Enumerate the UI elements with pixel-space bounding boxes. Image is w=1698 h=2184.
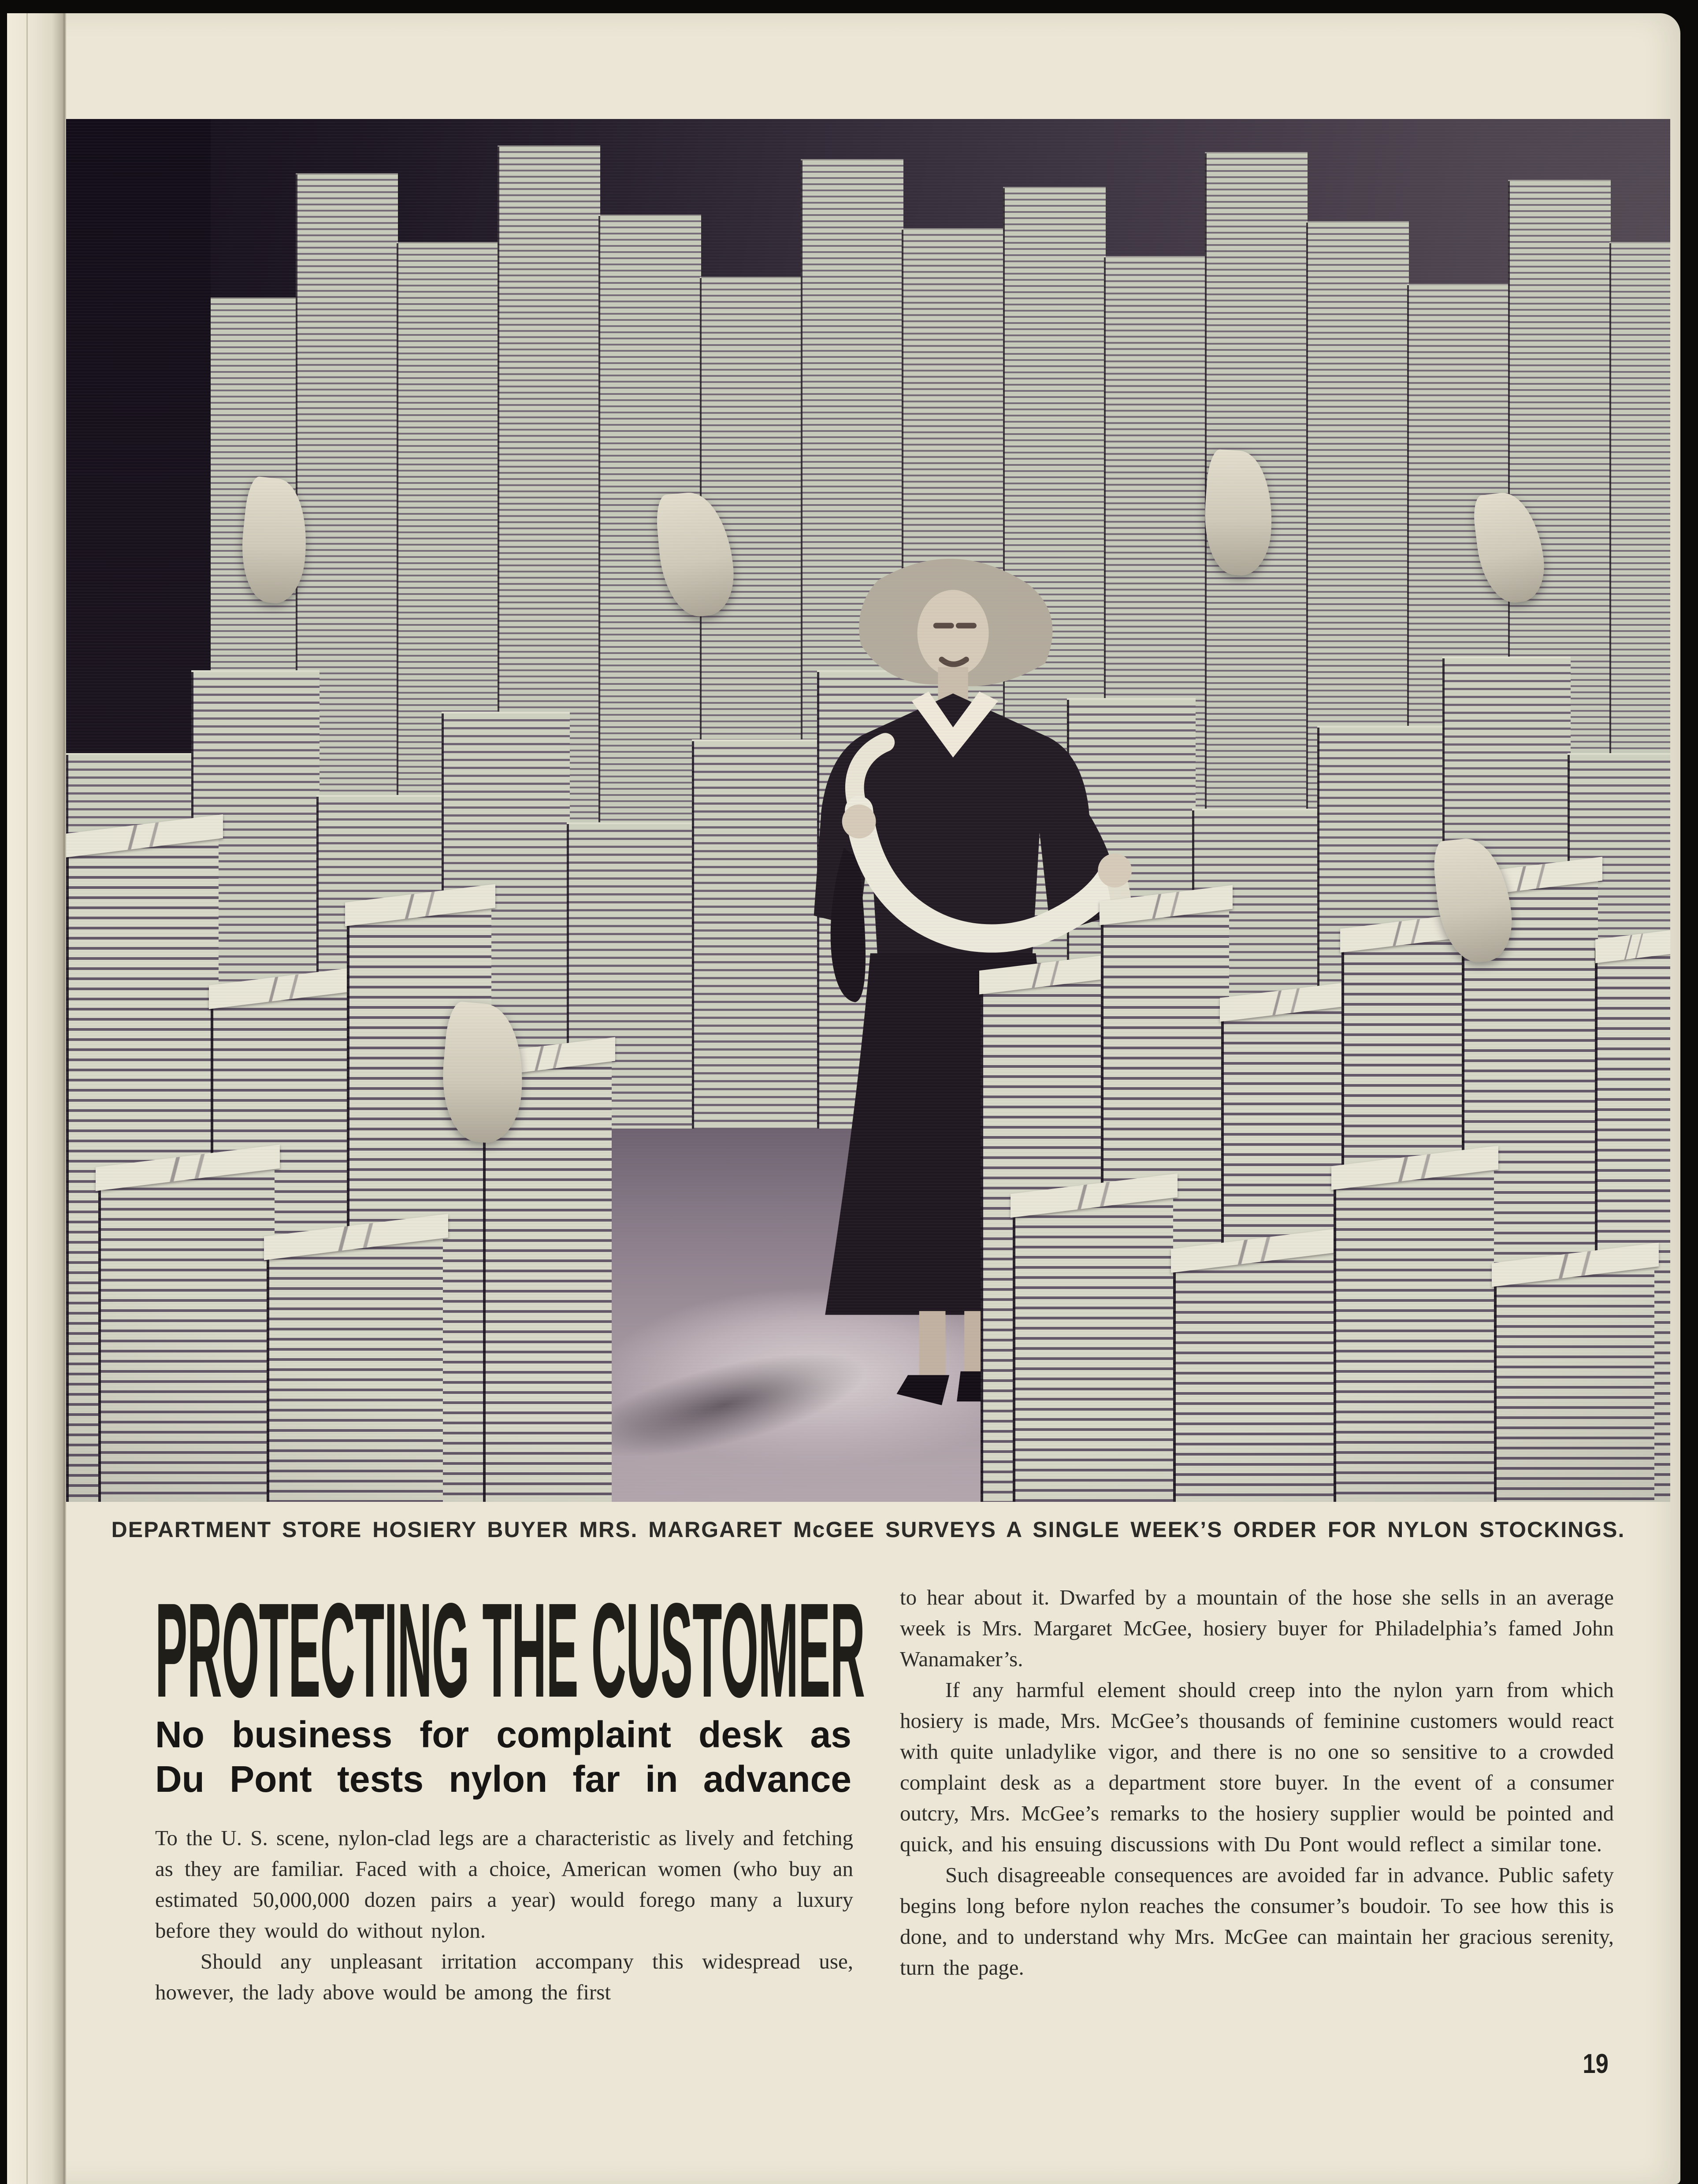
article-subhead	[155, 1712, 851, 1801]
paragraph: Should any unpleasant irritation accompany this widespread use, however, the lady above would be among the first	[155, 1949, 853, 2004]
left-hand	[842, 805, 876, 839]
body-left-column	[155, 1823, 853, 2008]
page-number: 19	[1583, 2049, 1609, 2079]
box-stack	[98, 1170, 275, 1502]
page-fold-edge	[7, 13, 66, 2184]
subhead-line: No business for complaint desk as	[155, 1714, 851, 1755]
subhead-line: Du Pont tests nylon far in advance	[155, 1758, 851, 1800]
box-stack	[1494, 1267, 1654, 1502]
paragraph: To the U. S. scene, nylon-clad legs are a characteristic as lively and fetching as they are familiar. Faced with a choice, American women (who buy an estimated 50,000,000 dozen pairs a year) would forego many a luxury before they would do without nylon.	[155, 1826, 853, 1943]
paragraph: Such disagreeable consequences are avoided far in advance. Public safety begins long before nylon reaches the consumer’s boudoir. To see how this is done, and to understand why Mrs. McGee can maintain her gracious serenity, turn the page.	[900, 1863, 1614, 1980]
box-stack	[1173, 1253, 1334, 1502]
box-stack	[1334, 1170, 1494, 1502]
paragraph: If any harmful element should creep into the nylon yarn from which hosiery is made, Mrs. McGee’s thousands of feminine customers would react with quite unladylike vigor, and there is no one so sensitive to a crowded complaint desk as a department store buyer. In the event of a consumer outcry, Mrs. McGee’s remarks to the hosiery supplier would be pointed and quick, and his ensuing discussions with Du Pont would reflect a similar tone.	[900, 1678, 1614, 1856]
photo-hosiery-warehouse	[66, 119, 1670, 1502]
box-stack	[1013, 1198, 1173, 1502]
left-leg	[919, 1311, 946, 1383]
box-stack	[267, 1239, 443, 1502]
article-headline: PROTECTING THE CUSTOMER	[155, 1575, 865, 1725]
photo-caption: DEPARTMENT STORE HOSIERY BUYER MRS. MARGARET McGEE SURVEYS A SINGLE WEEK’S ORDER FOR NYLON STOCKINGS.	[111, 1517, 1625, 1542]
paragraph: to hear about it. Dwarfed by a mountain of the hose she sells in an average week is Mrs. Margaret McGee, hosiery buyer for Philadelphia’s famed John Wanamaker’s.	[900, 1585, 1614, 1671]
right-hand	[1098, 854, 1132, 888]
left-shoe	[897, 1375, 950, 1405]
body-right-column	[900, 1582, 1614, 1983]
